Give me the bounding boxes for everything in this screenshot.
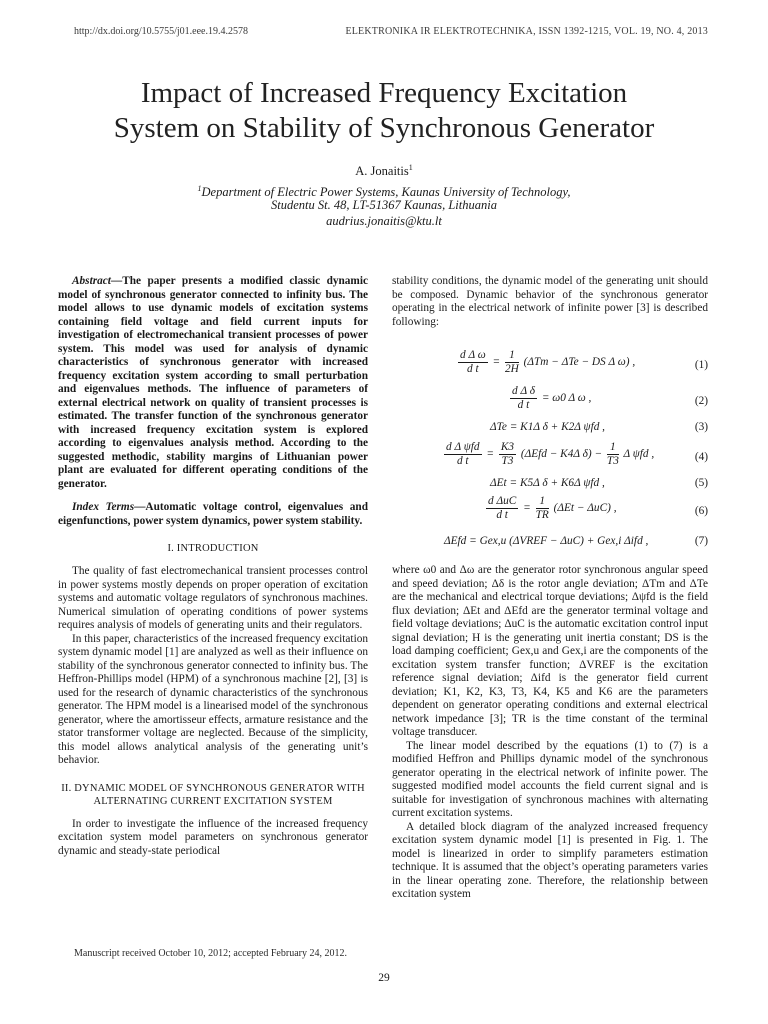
left-column bbox=[58, 275, 368, 858]
index-terms-label: Index Terms bbox=[72, 501, 135, 513]
author-name bbox=[0, 163, 768, 179]
journal-header: ELEKTRONIKA IR ELEKTROTECHNIKA, ISSN 1392-1215, VOL. 19, NO. 4, 2013 bbox=[345, 26, 708, 37]
equation-7-number: (7) bbox=[694, 535, 708, 547]
title-line-2: System on Stability of Synchronous Generator bbox=[113, 112, 655, 144]
title-line-1: Impact of Increased Frequency Excitation bbox=[140, 77, 628, 109]
intro-paragraph-1: The quality of fast electromechanical transient processes control in power systems mostly depends on proper operation of excitation systems and automatic voltage regulators of synchronous machines. Numerical simulation of operating conditions of power systems requires analysis of models of generating units and their regulators. bbox=[58, 565, 368, 631]
paper-page: http://dx.doi.org/10.5755/j01.eee.19.4.2578 ELEKTRONIKA IR ELEKTROTECHNIKA, ISSN 1392-1215, VOL. 19, NO. 4, 2013 Impact of Increased Frequency Excitation System on Stability of Synchronous Generator A. Jonaitis$^1$ $^1$Department of Electric Power Systems, Kaunas University of Technology, Studentu St. 48, LT-51367 Kaunas, Lithuania audrius.jonaitis@ktu.lt Abstract—The paper presents a modified classic dynamic model of synchronous generator connected to infinity bus. The model allows to use dynamic models of excitation systems containing field voltage and field current inputs for investigation of electromechanical transient processes of power system. This model was used for analysis of dynamic characteristics of synchronous generator with increased frequency excitation system according to small perturbation and eigenvalues methods. The influence of parameters of external electrical network on quality of transient processes is estimated. The transfer function of the synchronous generator with increased frequency excitation system is explored according to eigenvalues analysis method. According to the suggested methodic, stability margins of Lithuanian power plant are evaluated for different operating conditions of the generator. Index Terms—Automatic voltage control, eigenvalues and eigenfunctions, power system dynamics, power system stability. I. INTRODUCTION The quality of fast electromechanical transient processes control in power systems mostly depends on proper operation of excitation systems and automatic voltage regulators of synchronous machines. Numerical simulation of operating conditions of power systems requires analysis of models of generating units and their regulators. In this paper, characteristics of the increased frequency excitation system dynamic model [1] are analyzed as well as their influence on stability of the synchronous generator connected to infinity bus. The Heffron-Phillips model (HPM) of a synchronous machine [2], [3] is used for the research of dynamic characteristics of the synchronous generator. The HPM model is a linearised model of the synchronous generator, where the amortisseur effects, armature resistance and the stator transformer voltage are neglected. Because of the simplicity, this model allows analytical analysis of the generating unit’s behavior. II. DYNAMIC MODEL OF SYNCHRONOUS GENERATOR WITH ALTERNATING CURRENT EXCITATION SYSTEM In order to investigate the influence of the increased frequency excitation system model parameters on synchronous generator dynamic and steady-state periodical stability conditions, the dynamic model of the generating unit should be composed. Dynamic behavior of the synchronous generator operating in the electrical network of infinite power [3] is described following: $\frac{\text{d Δ ω}}{\text{d t}}$ = $\frac{1}{2H}$ (ΔTm − ΔTe − DS Δ ω) , (1) $\frac{\text{d Δ δ}}{\text{d t}}$ = ω0 Δ ω , (2) ΔTe = K1Δ δ + K2Δ ψfd , (3) $\frac{\text{d Δ ψfd}}{\text{d t}}$ = $\frac{K3}{T3}$ (ΔEfd − K4Δ δ) − $\frac{1}{T3}$ Δ ψfd , (4) ΔEt = K5Δ δ + K6Δ ψfd , (5) $\frac{\text{d ΔuC}}{\text{d t}}$ = $\frac{1}{TR}$ (ΔEt − ΔuC) , (6) ΔEfd = Gex,u (ΔVREF − ΔuC) + Gex,i Δifd , (7) where ω0 and Δω are the generator rotor synchronous angular speed and speed deviation; Δδ is the rotor angle deviation; ΔTm and ΔTe are the mechanical and electrical torque deviations; Δψfd is the field flux deviation; ΔEt and ΔEfd are the generator terminal voltage and field voltage deviations; ΔuC is the automatic excitation control input signal deviation; H is the generating unit inertia constant; DS is the load damping coefficient; Gex,u and Gex,i are the components of the excitation system transfer function; ΔVREF is the excitation reference signal deviation; Δifd is the generator field current deviation; K1, K2, K3, T3, K4, K5 and K6 are the parameters dependent on generator operating conditions and external electrical network impedance [3]; TR is the time constant of the terminal voltage transducer. The linear model described by the equations (1) to (7) is a modified Heffron and Phillips dynamic model of the synchronous generator operating in the electrical network of infinite power. The suggested modified model accounts the field current signal and is suitable for investigation of synchronous machines with alternating current excitation systems. A detailed block diagram of the analyzed increased frequency excitation system dynamic model [1] is presented in Fig. 1. The model is linearized in order to simplify parameters estimation technique. It is assumed that the object’s operating parameters varies in the linear operating zone. Therefore, the relationship between excitation system Manuscript received October 10, 2012; accepted February 24, 2012. 29 bbox=[0, 0, 768, 1024]
equation-5-number: (5) bbox=[694, 477, 708, 489]
abstract-text: —The paper presents a modified classic dynamic model of synchronous generator connected to infinity bus. The model allows to use dynamic models of excitation systems containing field voltage and field current inputs for investigation of electromechanical transient processes of power system. This model was used for analysis of dynamic characteristics of synchronous generator with increased frequency excitation system according to small perturbation and eigenvalues methods. The influence of parameters of external electrical network on quality of transient processes is estimated. The transfer function of the synchronous generator with increased frequency excitation system is explored according to eigenvalues analysis method. According to the suggested methodic, stability margins of Lithuanian power plant are evaluated for different operating conditions of the generator. bbox=[58, 275, 368, 490]
index-terms bbox=[58, 501, 368, 528]
affiliation-line-1: Department of Electric Power Systems, Kaunas University of Technology, bbox=[201, 185, 571, 200]
abstract bbox=[58, 275, 368, 491]
index-terms-text: —Automatic voltage control, eigenvalues and eigenfunctions, power system dynamics, power system stability. bbox=[58, 501, 368, 527]
right-column-bottom bbox=[392, 564, 708, 902]
author-superscript: 1 bbox=[408, 163, 413, 172]
where-paragraph: where ω0 and Δω are the generator rotor synchronous angular speed and speed deviation; Δδ is the rotor angle deviation; ΔTm and ΔTe are the mechanical and electrical torque deviations; Δψfd is the field flux deviation; ΔEt and ΔEfd are the generator terminal voltage and field voltage deviations; ΔuC is the automatic excitation control input signal deviation; H is the generating unit inertia constant; DS is the load damping coefficient; Gex,u and Gex,i are the components of the excitation system transfer function; ΔVREF is the excitation reference signal deviation; Δifd is the generator field current deviation; K1, K2, K3, T3, K4, K5 and K6 are the parameters dependent on generator operating conditions and external electrical network impedance [3]; TR is the time constant of the terminal voltage transducer. bbox=[392, 564, 708, 738]
author-email[interactable]: audrius.jonaitis@ktu.lt bbox=[326, 214, 442, 228]
intro-paragraph-2: In this paper, characteristics of the increased frequency excitation system dynamic model [1] are analyzed as well as their influence on stability of the synchronous generator connected to infinity bus. The Heffron-Phillips model (HPM) of a synchronous machine [2], [3] is used for the research of dynamic characteristics of the synchronous generator. The HPM model is a linearised model of the synchronous generator, where the amortisseur effects, armature resistance and the stator transformer voltage are neglected. Because of the simplicity, this model allows analytical analysis of the generating unit’s behavior. bbox=[58, 632, 368, 766]
paper-title bbox=[40, 76, 728, 146]
equation-6-number: (6) bbox=[694, 505, 708, 517]
equation-3-number: (3) bbox=[694, 421, 708, 433]
equation-1-number: (1) bbox=[694, 359, 708, 371]
manuscript-footnote: Manuscript received October 10, 2012; accepted February 24, 2012. bbox=[74, 948, 347, 959]
linear-model-paragraph: The linear model described by the equations (1) to (7) is a modified Heffron and Phillips dynamic model of the synchronous generator operating in the electrical network of infinite power. The suggested modified model accounts the field current signal and is suitable for investigation of synchronous machines with alternating current excitation systems. bbox=[392, 739, 708, 819]
affiliation-line-2: Studentu St. 48, LT-51367 Kaunas, Lithuania bbox=[271, 198, 497, 212]
equation-4-number: (4) bbox=[694, 451, 708, 463]
page-number: 29 bbox=[378, 972, 390, 984]
author-affiliation bbox=[0, 181, 768, 229]
equation-2-number: (2) bbox=[694, 395, 708, 407]
right-column-top bbox=[392, 275, 708, 329]
author-name-text: A. Jonaitis bbox=[355, 164, 409, 179]
block-diagram-paragraph: A detailed block diagram of the analyzed increased frequency excitation system dynamic model [1] is presented in Fig. 1. The model is linearized in order to simplify parameters estimation technique. It is assumed that the object’s operating parameters varies in the linear operating zone. Therefore, the relationship between excitation system bbox=[392, 820, 708, 900]
section-heading-dynamic-model-line-1: II. DYNAMIC MODEL OF SYNCHRONOUS GENERATOR WITH bbox=[61, 782, 365, 794]
section-heading-dynamic-model-line-2: ALTERNATING CURRENT EXCITATION SYSTEM bbox=[93, 795, 333, 807]
section2-paragraph-1: In order to investigate the influence of the increased frequency excitation system model parameters on synchronous generator dynamic and steady-state periodical bbox=[58, 817, 368, 857]
section-heading-introduction: I. INTRODUCTION bbox=[167, 543, 259, 554]
doi-link[interactable]: http://dx.doi.org/10.5755/j01.eee.19.4.2578 bbox=[74, 26, 248, 37]
right-intro-paragraph: stability conditions, the dynamic model of the generating unit should be composed. Dynamic behavior of the synchronous generator operating in the electrical network of infinite power [3] is described following: bbox=[392, 275, 708, 328]
abstract-label: Abstract bbox=[72, 275, 111, 287]
affiliation-superscript: 1 bbox=[197, 184, 202, 193]
